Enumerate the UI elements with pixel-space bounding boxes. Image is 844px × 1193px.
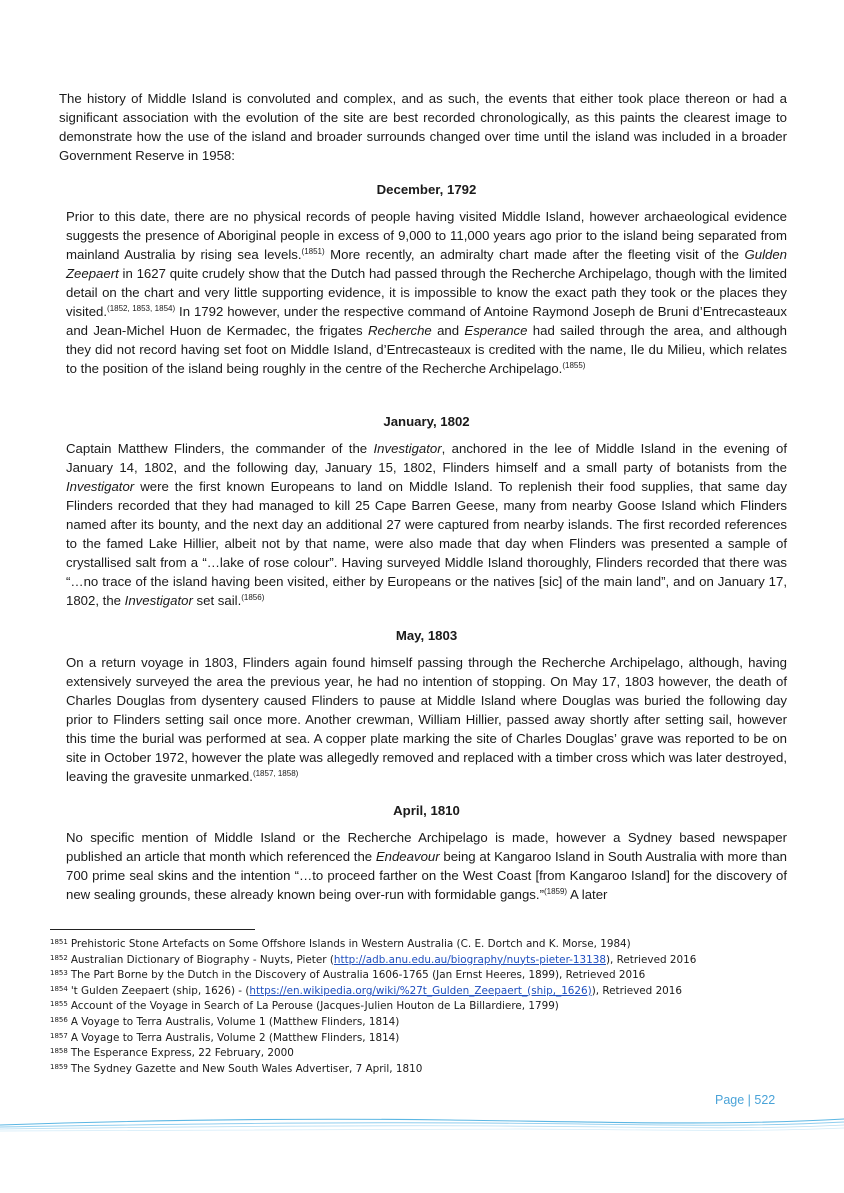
page-number: Page | 522: [715, 1093, 776, 1107]
footnote: $^{1857}$ A Voyage to Terra Australis, Volume 2 (Matthew Flinders, 1814): [50, 1031, 400, 1044]
section-body: No specific mention of Middle Island or the Recherche Archipelago is made, however a Sydney based newspaper published an article that month which referenced the Endeavour being at Kangaroo Island in South Australia with more than 700 prime seal skins and the intention “…to proceed farther on the West Coast [from Kangaroo Island] for the discovery of new sealing grounds, these already known being over-run with formidable gangs.”$^{(1859)}$ A later: [66, 830, 787, 902]
section-heading: April, 1810: [393, 803, 460, 818]
section-heading: December, 1792: [376, 182, 477, 197]
section-may-1803: [66, 626, 787, 786]
section-january-1802: [66, 412, 787, 610]
section-body: On a return voyage in 1803, Flinders again found himself passing through the Recherche Archipelago, although, having extensively surveyed the area the previous year, he had no intention of stopping. On May 17, 1803 however, the death of Charles Douglas from dysentery caused Flinders to pause at Middle Island where Douglas was buried the following day prior to Flinders setting sail once more. Another crewman, William Hillier, passed away shortly after setting sail, however this time the burial was performed at sea. A copper plate marking the site of Charles Douglas’ grave was reported to be on site in October 1972, however the plate was allegedly removed and replaced with a timber cross which was later destroyed, leaving the gravesite unmarked.$^{(1857, 1858)}$: [66, 655, 787, 784]
section-body: Captain Matthew Flinders, the commander of the Investigator, anchored in the lee of Middle Island in the evening of January 14, 1802, and the following day, January 15, 1802, Flinders himself and a small party of botanists from the Investigator were the first known Europeans to land on Middle Island. To replenish their food supplies, that same day Flinders recorded that they had managed to kill 25 Cape Barren Geese, many from nearby Goose Island which Flinders named after its bounty, and the next day an additional 27 were captured from nearby islands. The first recorded references to the famed Lake Hillier, albeit not by that name, were also made that day when Flinders was presented a sample of crystallised salt from a “…lake of rose colour”. Having surveyed Middle Island thoroughly, Flinders recorded that there was “…no trace of the island having been visited, either by Europeans or the natives [sic] of the main land”, and on January 17, 1802, the Investigator set sail.$^{(1856)}$: [66, 441, 787, 608]
footnote: $^{1852}$ Australian Dictionary of Biography - Nuyts, Pieter (http://adb.anu.edu.au/biography/nuyts-pieter-13138), Retrieved 2016: [50, 953, 697, 966]
section-heading: May, 1803: [395, 628, 458, 643]
section-april-1810: [66, 801, 787, 904]
footnote: $^{1853}$ The Part Borne by the Dutch in the Discovery of Australia 1606-1765 (Jan Ernst Heeres, 1899), Retrieved 2016: [50, 969, 646, 982]
footnotes-list: [50, 937, 790, 1077]
footnote-divider: [50, 929, 255, 930]
section-december-1792: [66, 180, 787, 378]
footnote: $^{1858}$ The Esperance Express, 22 February, 2000: [50, 1047, 294, 1060]
footnote-link[interactable]: http://adb.anu.edu.au/biography/nuyts-pieter-13138: [333, 953, 606, 966]
footnote: $^{1854}$ 't Gulden Zeepaert (ship, 1626) - (https://en.wikipedia.org/wiki/%27t_Gulden_Zeepaert_(ship,_1626)), Retrieved 2016: [50, 984, 683, 997]
footnote: $^{1859}$ The Sydney Gazette and New South Wales Advertiser, 7 April, 1810: [50, 1062, 423, 1075]
footnote: $^{1855}$ Account of the Voyage in Search of La Perouse (Jacques-Julien Houton de La Billardiere, 1799): [50, 1000, 559, 1013]
footnote: $^{1851}$ Prehistoric Stone Artefacts on Some Offshore Islands in Western Australia (C. E. Dortch and K. Morse, 1984): [50, 938, 631, 950]
section-body: Prior to this date, there are no physical records of people having visited Middle Island, however archaeological evidence suggests the presence of Aboriginal people in excess of 9,000 to 11,000 years ago prior to the island being separated from mainland Australia by rising sea levels.$^{(1851)}$ More recently, an admiralty chart made after the fleeting visit of the Gulden Zeepaert in 1627 quite crudely show that the Dutch had passed through the Recherche Archipelago, though with the limited detail on the chart and very little supporting evidence, it is impossible to know the exact path they took or the places they visited.$^{(1852, 1853, 1854)}$ In 1792 however, under the respective command of Antoine Raymond Joseph de Bruni d’Entrecasteaux and Jean-Michel Huon de Kermadec, the frigates Recherche and Esperance had sailed through the area, and although they did not record having set foot on Middle Island, d’Entrecasteaux is credited with the name, Ile du Milieu, which relates to the position of the island being roughly in the centre of the Recherche Archipelago.$^{(1855)}$: [66, 209, 788, 376]
footnote-link[interactable]: https://en.wikipedia.org/wiki/%27t_Gulden_Zeepaert_(ship,_1626): [249, 984, 592, 997]
footer-wave-decoration: [0, 1110, 844, 1140]
section-heading: January, 1802: [383, 414, 470, 429]
footnote: $^{1856}$ A Voyage to Terra Australis, Volume 1 (Matthew Flinders, 1814): [50, 1015, 400, 1028]
intro-paragraph: The history of Middle Island is convoluted and complex, and as such, the events that either took place thereon or had a significant association with the evolution of the site are best recorded chronologically, as this paints the clearest image to demonstrate how the use of the island and broader surrounds changed over time until the island was included in a broader Government Reserve in 1958:: [59, 91, 787, 163]
